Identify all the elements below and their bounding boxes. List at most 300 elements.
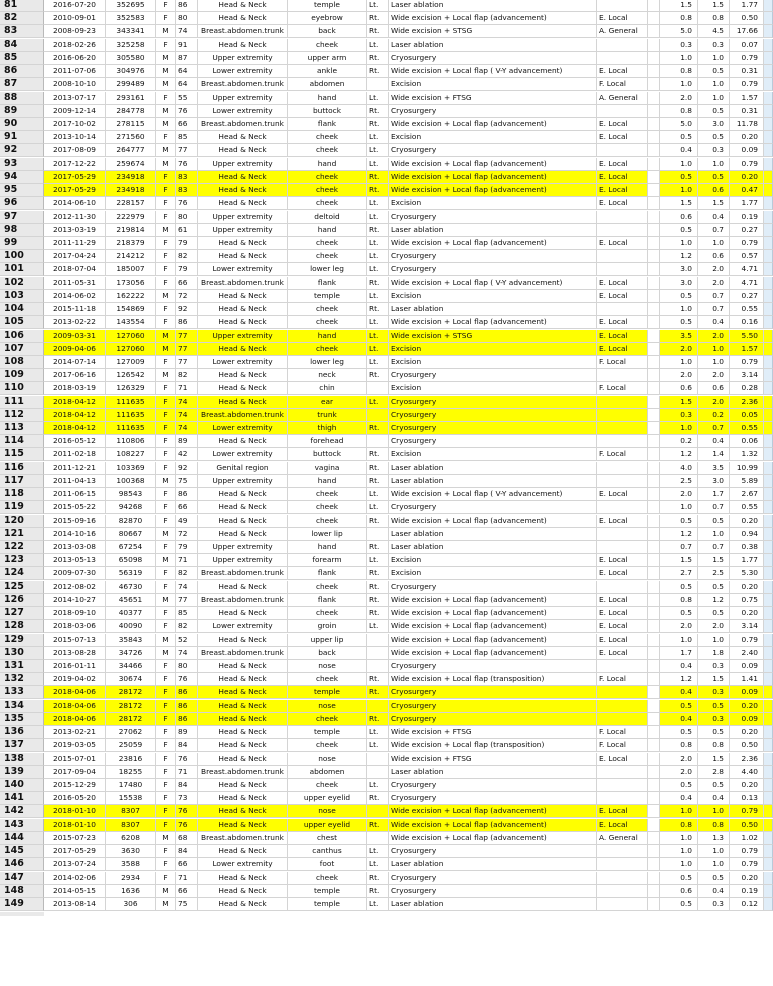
cell-anesthesia[interactable]: E. Local: [597, 118, 648, 131]
cell-patient-id[interactable]: 65098: [106, 554, 156, 567]
cell-empty[interactable]: [648, 39, 660, 52]
cell-age[interactable]: 82: [176, 567, 198, 580]
cell-width[interactable]: 1.0: [698, 78, 730, 91]
cell-empty[interactable]: [648, 713, 660, 726]
row-number[interactable]: 144: [0, 832, 44, 845]
cell-procedure[interactable]: Wide excision + Local flap (advancement): [389, 237, 597, 250]
cell-date[interactable]: 2014-07-14: [44, 356, 106, 369]
cell-sex[interactable]: M: [156, 144, 176, 157]
cell-area[interactable]: 0.55: [730, 422, 764, 435]
cell-side[interactable]: Lt.: [367, 330, 389, 343]
cell-procedure[interactable]: Wide excision + FTSG: [389, 753, 597, 766]
cell-width[interactable]: 1.0: [698, 92, 730, 105]
cell-site[interactable]: buttock: [288, 105, 367, 118]
cell-region[interactable]: Breast.abdomen.trunk: [198, 647, 288, 660]
cell-length[interactable]: 0.4: [660, 660, 698, 673]
cell-empty[interactable]: [764, 277, 773, 290]
cell-age[interactable]: 72: [176, 528, 198, 541]
table-row[interactable]: [0, 647, 773, 660]
cell-empty[interactable]: [764, 171, 773, 184]
cell-empty[interactable]: [648, 607, 660, 620]
cell-side[interactable]: Lt.: [367, 158, 389, 171]
cell-patient-id[interactable]: 28172: [106, 713, 156, 726]
cell-empty[interactable]: [648, 78, 660, 91]
table-row[interactable]: [0, 541, 773, 554]
cell-area[interactable]: 0.13: [730, 792, 764, 805]
cell-width[interactable]: 1.0: [698, 158, 730, 171]
row-number[interactable]: 86: [0, 65, 44, 78]
cell-side[interactable]: Lt.: [367, 620, 389, 633]
cell-side[interactable]: Lt.: [367, 316, 389, 329]
cell-width[interactable]: 0.3: [698, 686, 730, 699]
cell-anesthesia[interactable]: [597, 885, 648, 898]
cell-empty[interactable]: [764, 78, 773, 91]
cell-side[interactable]: Lt.: [367, 343, 389, 356]
cell-age[interactable]: 75: [176, 898, 198, 911]
cell-anesthesia[interactable]: E. Local: [597, 647, 648, 660]
cell-sex[interactable]: M: [156, 475, 176, 488]
cell-patient-id[interactable]: 234918: [106, 171, 156, 184]
cell-side[interactable]: Rt.: [367, 171, 389, 184]
cell-anesthesia[interactable]: F. Local: [597, 673, 648, 686]
cell-area[interactable]: 0.12: [730, 898, 764, 911]
cell-region[interactable]: Head & Neck: [198, 250, 288, 263]
cell-anesthesia[interactable]: [597, 686, 648, 699]
cell-sex[interactable]: F: [156, 462, 176, 475]
table-row[interactable]: [0, 0, 773, 12]
cell-sex[interactable]: F: [156, 660, 176, 673]
cell-region[interactable]: Head & Neck: [198, 396, 288, 409]
cell-area[interactable]: 1.77: [730, 197, 764, 210]
cell-area[interactable]: 0.55: [730, 501, 764, 514]
table-row[interactable]: [0, 197, 773, 210]
cell-sex[interactable]: F: [156, 303, 176, 316]
cell-side[interactable]: Rt.: [367, 607, 389, 620]
cell-empty[interactable]: [764, 475, 773, 488]
cell-width[interactable]: 0.5: [698, 581, 730, 594]
cell-empty[interactable]: [648, 158, 660, 171]
cell-sex[interactable]: F: [156, 766, 176, 779]
cell-date[interactable]: 2011-05-31: [44, 277, 106, 290]
cell-patient-id[interactable]: 8307: [106, 805, 156, 818]
table-row[interactable]: [0, 488, 773, 501]
cell-anesthesia[interactable]: [597, 766, 648, 779]
cell-age[interactable]: 76: [176, 753, 198, 766]
cell-region[interactable]: Head & Neck: [198, 713, 288, 726]
cell-site[interactable]: back: [288, 647, 367, 660]
cell-side[interactable]: Rt.: [367, 594, 389, 607]
cell-age[interactable]: 76: [176, 105, 198, 118]
row-number[interactable]: 120: [0, 515, 44, 528]
cell-length[interactable]: 0.2: [660, 435, 698, 448]
cell-length[interactable]: 1.0: [660, 356, 698, 369]
cell-sex[interactable]: F: [156, 316, 176, 329]
cell-region[interactable]: Lower extremity: [198, 858, 288, 871]
cell-length[interactable]: 0.4: [660, 144, 698, 157]
cell-site[interactable]: upper eyelid: [288, 792, 367, 805]
cell-width[interactable]: 3.0: [698, 475, 730, 488]
cell-width[interactable]: 2.8: [698, 766, 730, 779]
row-number[interactable]: 122: [0, 541, 44, 554]
cell-empty[interactable]: [764, 356, 773, 369]
cell-width[interactable]: 0.3: [698, 144, 730, 157]
cell-anesthesia[interactable]: F. Local: [597, 78, 648, 91]
cell-length[interactable]: 0.5: [660, 726, 698, 739]
cell-area[interactable]: 17.66: [730, 25, 764, 38]
cell-length[interactable]: 1.2: [660, 448, 698, 461]
cell-sex[interactable]: F: [156, 409, 176, 422]
cell-empty[interactable]: [764, 607, 773, 620]
cell-region[interactable]: Breast.abdomen.trunk: [198, 78, 288, 91]
cell-side[interactable]: Rt.: [367, 65, 389, 78]
table-row[interactable]: [0, 872, 773, 885]
cell-age[interactable]: 85: [176, 131, 198, 144]
row-number[interactable]: 118: [0, 488, 44, 501]
cell-area[interactable]: 11.78: [730, 118, 764, 131]
cell-site[interactable]: buttock: [288, 448, 367, 461]
cell-empty[interactable]: [648, 0, 660, 12]
cell-length[interactable]: 1.0: [660, 422, 698, 435]
cell-anesthesia[interactable]: A. General: [597, 832, 648, 845]
cell-date[interactable]: 2017-05-29: [44, 184, 106, 197]
cell-length[interactable]: 0.5: [660, 224, 698, 237]
cell-sex[interactable]: F: [156, 845, 176, 858]
table-row[interactable]: [0, 118, 773, 131]
cell-width[interactable]: 0.3: [698, 660, 730, 673]
cell-age[interactable]: 64: [176, 65, 198, 78]
cell-sex[interactable]: M: [156, 634, 176, 647]
row-number[interactable]: 107: [0, 343, 44, 356]
table-row[interactable]: [0, 448, 773, 461]
cell-age[interactable]: 85: [176, 607, 198, 620]
table-row[interactable]: [0, 131, 773, 144]
cell-area[interactable]: 0.79: [730, 237, 764, 250]
cell-width[interactable]: 0.6: [698, 382, 730, 395]
cell-site[interactable]: canthus: [288, 845, 367, 858]
table-row[interactable]: [0, 184, 773, 197]
cell-length[interactable]: 1.5: [660, 0, 698, 12]
cell-patient-id[interactable]: 278115: [106, 118, 156, 131]
table-row[interactable]: [0, 766, 773, 779]
cell-age[interactable]: 76: [176, 158, 198, 171]
cell-sex[interactable]: F: [156, 12, 176, 25]
table-row[interactable]: [0, 713, 773, 726]
cell-empty[interactable]: [648, 792, 660, 805]
cell-width[interactable]: 0.5: [698, 171, 730, 184]
cell-date[interactable]: 2015-07-13: [44, 634, 106, 647]
cell-empty[interactable]: [764, 435, 773, 448]
row-number[interactable]: 147: [0, 872, 44, 885]
cell-date[interactable]: 2012-11-30: [44, 211, 106, 224]
cell-length[interactable]: 1.0: [660, 501, 698, 514]
row-number[interactable]: 133: [0, 686, 44, 699]
table-row[interactable]: [0, 303, 773, 316]
cell-site[interactable]: cheek: [288, 316, 367, 329]
cell-procedure[interactable]: Wide excision + Local flap (advancement): [389, 316, 597, 329]
cell-date[interactable]: 2018-03-06: [44, 620, 106, 633]
cell-region[interactable]: Head & Neck: [198, 885, 288, 898]
cell-empty[interactable]: [648, 343, 660, 356]
cell-site[interactable]: cheek: [288, 171, 367, 184]
table-row[interactable]: [0, 805, 773, 818]
cell-length[interactable]: 1.0: [660, 634, 698, 647]
cell-site[interactable]: eyebrow: [288, 12, 367, 25]
cell-area[interactable]: 0.07: [730, 39, 764, 52]
cell-width[interactable]: 1.0: [698, 845, 730, 858]
cell-length[interactable]: 3.5: [660, 330, 698, 343]
cell-site[interactable]: cheek: [288, 237, 367, 250]
cell-empty[interactable]: [764, 303, 773, 316]
cell-age[interactable]: 79: [176, 237, 198, 250]
cell-empty[interactable]: [648, 766, 660, 779]
cell-site[interactable]: cheek: [288, 184, 367, 197]
cell-side[interactable]: [367, 832, 389, 845]
cell-side[interactable]: Lt.: [367, 739, 389, 752]
table-row[interactable]: [0, 382, 773, 395]
row-number[interactable]: 137: [0, 739, 44, 752]
cell-empty[interactable]: [648, 660, 660, 673]
cell-site[interactable]: cheek: [288, 607, 367, 620]
cell-empty[interactable]: [648, 435, 660, 448]
cell-side[interactable]: [367, 435, 389, 448]
cell-length[interactable]: 0.5: [660, 171, 698, 184]
cell-site[interactable]: temple: [288, 290, 367, 303]
row-number[interactable]: 117: [0, 475, 44, 488]
cell-width[interactable]: 0.4: [698, 792, 730, 805]
cell-empty[interactable]: [764, 250, 773, 263]
cell-anesthesia[interactable]: [597, 858, 648, 871]
cell-patient-id[interactable]: 40377: [106, 607, 156, 620]
cell-empty[interactable]: [764, 52, 773, 65]
cell-area[interactable]: 1.02: [730, 832, 764, 845]
cell-region[interactable]: Head & Neck: [198, 303, 288, 316]
cell-age[interactable]: 68: [176, 832, 198, 845]
cell-age[interactable]: 76: [176, 819, 198, 832]
cell-width[interactable]: 1.5: [698, 554, 730, 567]
cell-age[interactable]: 55: [176, 92, 198, 105]
cell-site[interactable]: cheek: [288, 343, 367, 356]
cell-length[interactable]: 2.0: [660, 766, 698, 779]
cell-date[interactable]: 2016-07-20: [44, 0, 106, 12]
cell-empty[interactable]: [764, 753, 773, 766]
cell-procedure[interactable]: Wide excision + Local flap (advancement): [389, 515, 597, 528]
cell-side[interactable]: [367, 634, 389, 647]
cell-width[interactable]: 0.7: [698, 541, 730, 554]
cell-date[interactable]: 2015-11-18: [44, 303, 106, 316]
cell-width[interactable]: 1.0: [698, 528, 730, 541]
cell-anesthesia[interactable]: [597, 475, 648, 488]
cell-anesthesia[interactable]: E. Local: [597, 131, 648, 144]
cell-region[interactable]: Head & Neck: [198, 131, 288, 144]
cell-anesthesia[interactable]: [597, 462, 648, 475]
cell-anesthesia[interactable]: [597, 872, 648, 885]
table-row[interactable]: [0, 898, 773, 911]
cell-empty[interactable]: [648, 224, 660, 237]
cell-anesthesia[interactable]: A. General: [597, 25, 648, 38]
cell-site[interactable]: hand: [288, 475, 367, 488]
cell-region[interactable]: Lower extremity: [198, 620, 288, 633]
cell-sex[interactable]: F: [156, 819, 176, 832]
row-number[interactable]: 138: [0, 753, 44, 766]
cell-sex[interactable]: M: [156, 647, 176, 660]
table-row[interactable]: [0, 369, 773, 382]
cell-region[interactable]: Head & Neck: [198, 369, 288, 382]
cell-sex[interactable]: F: [156, 184, 176, 197]
cell-empty[interactable]: [648, 634, 660, 647]
table-row[interactable]: [0, 528, 773, 541]
cell-patient-id[interactable]: 306: [106, 898, 156, 911]
cell-length[interactable]: 1.2: [660, 673, 698, 686]
cell-site[interactable]: nose: [288, 805, 367, 818]
cell-region[interactable]: Upper extremity: [198, 224, 288, 237]
cell-site[interactable]: ear: [288, 396, 367, 409]
cell-anesthesia[interactable]: [597, 144, 648, 157]
cell-age[interactable]: 80: [176, 211, 198, 224]
cell-empty[interactable]: [764, 39, 773, 52]
cell-patient-id[interactable]: 111635: [106, 422, 156, 435]
cell-anesthesia[interactable]: F. Local: [597, 726, 648, 739]
cell-side[interactable]: Rt.: [367, 52, 389, 65]
table-row[interactable]: [0, 65, 773, 78]
cell-region[interactable]: Lower extremity: [198, 356, 288, 369]
cell-side[interactable]: Lt.: [367, 250, 389, 263]
cell-procedure[interactable]: Excision: [389, 448, 597, 461]
cell-sex[interactable]: F: [156, 753, 176, 766]
cell-side[interactable]: Lt.: [367, 501, 389, 514]
cell-side[interactable]: Lt.: [367, 858, 389, 871]
cell-site[interactable]: abdomen: [288, 78, 367, 91]
cell-site[interactable]: groin: [288, 620, 367, 633]
cell-area[interactable]: 5.89: [730, 475, 764, 488]
cell-length[interactable]: 0.4: [660, 713, 698, 726]
cell-region[interactable]: Breast.abdomen.trunk: [198, 25, 288, 38]
cell-empty[interactable]: [648, 290, 660, 303]
cell-width[interactable]: 0.8: [698, 12, 730, 25]
cell-area[interactable]: 0.75: [730, 594, 764, 607]
cell-anesthesia[interactable]: [597, 263, 648, 276]
cell-region[interactable]: Head & Neck: [198, 700, 288, 713]
cell-anesthesia[interactable]: [597, 713, 648, 726]
cell-date[interactable]: 2017-12-22: [44, 158, 106, 171]
cell-width[interactable]: 0.8: [698, 819, 730, 832]
cell-empty[interactable]: [648, 316, 660, 329]
row-number[interactable]: 109: [0, 369, 44, 382]
cell-patient-id[interactable]: 352695: [106, 0, 156, 12]
cell-area[interactable]: 0.09: [730, 686, 764, 699]
cell-empty[interactable]: [648, 422, 660, 435]
row-number[interactable]: 106: [0, 330, 44, 343]
cell-age[interactable]: 76: [176, 673, 198, 686]
cell-procedure[interactable]: Cryosurgery: [389, 885, 597, 898]
cell-patient-id[interactable]: 8307: [106, 819, 156, 832]
cell-site[interactable]: lower leg: [288, 356, 367, 369]
cell-empty[interactable]: [648, 303, 660, 316]
cell-date[interactable]: 2015-07-01: [44, 753, 106, 766]
cell-age[interactable]: 74: [176, 581, 198, 594]
table-row[interactable]: [0, 224, 773, 237]
cell-patient-id[interactable]: 127060: [106, 330, 156, 343]
table-row[interactable]: [0, 105, 773, 118]
row-number[interactable]: 145: [0, 845, 44, 858]
cell-empty[interactable]: [764, 25, 773, 38]
cell-procedure[interactable]: Laser ablation: [389, 898, 597, 911]
row-number[interactable]: 101: [0, 263, 44, 276]
cell-length[interactable]: 1.0: [660, 845, 698, 858]
row-number[interactable]: 116: [0, 462, 44, 475]
cell-empty[interactable]: [648, 753, 660, 766]
cell-procedure[interactable]: Wide excision + Local flap (advancement): [389, 620, 597, 633]
cell-empty[interactable]: [648, 197, 660, 210]
cell-side[interactable]: [367, 660, 389, 673]
cell-anesthesia[interactable]: [597, 581, 648, 594]
cell-length[interactable]: 3.0: [660, 263, 698, 276]
cell-side[interactable]: Rt.: [367, 369, 389, 382]
cell-empty[interactable]: [764, 620, 773, 633]
cell-empty[interactable]: [648, 501, 660, 514]
cell-sex[interactable]: M: [156, 885, 176, 898]
cell-length[interactable]: 0.8: [660, 739, 698, 752]
cell-date[interactable]: 2013-07-24: [44, 858, 106, 871]
cell-region[interactable]: Head & Neck: [198, 805, 288, 818]
cell-side[interactable]: [367, 409, 389, 422]
row-number[interactable]: 104: [0, 303, 44, 316]
cell-patient-id[interactable]: 293161: [106, 92, 156, 105]
cell-site[interactable]: cheek: [288, 488, 367, 501]
cell-side[interactable]: [367, 78, 389, 91]
row-number[interactable]: 92: [0, 144, 44, 157]
cell-length[interactable]: 1.0: [660, 858, 698, 871]
cell-empty[interactable]: [764, 343, 773, 356]
cell-site[interactable]: hand: [288, 158, 367, 171]
cell-sex[interactable]: M: [156, 118, 176, 131]
cell-site[interactable]: vagina: [288, 462, 367, 475]
cell-width[interactable]: 0.6: [698, 250, 730, 263]
cell-procedure[interactable]: Laser ablation: [389, 303, 597, 316]
table-row[interactable]: [0, 52, 773, 65]
cell-age[interactable]: 83: [176, 171, 198, 184]
cell-region[interactable]: Head & Neck: [198, 39, 288, 52]
cell-site[interactable]: chin: [288, 382, 367, 395]
cell-width[interactable]: 2.5: [698, 567, 730, 580]
row-number[interactable]: 130: [0, 647, 44, 660]
cell-sex[interactable]: F: [156, 501, 176, 514]
cell-region[interactable]: Upper extremity: [198, 211, 288, 224]
cell-area[interactable]: 0.50: [730, 739, 764, 752]
cell-side[interactable]: Rt.: [367, 12, 389, 25]
cell-region[interactable]: Head & Neck: [198, 872, 288, 885]
cell-width[interactable]: 0.6: [698, 184, 730, 197]
cell-side[interactable]: Rt.: [367, 25, 389, 38]
cell-empty[interactable]: [764, 858, 773, 871]
cell-site[interactable]: nose: [288, 753, 367, 766]
cell-procedure[interactable]: Laser ablation: [389, 541, 597, 554]
cell-anesthesia[interactable]: E. Local: [597, 634, 648, 647]
cell-region[interactable]: Head & Neck: [198, 753, 288, 766]
cell-procedure[interactable]: Wide excision + Local flap (advancement): [389, 832, 597, 845]
cell-site[interactable]: temple: [288, 686, 367, 699]
cell-date[interactable]: 2014-02-06: [44, 872, 106, 885]
cell-sex[interactable]: M: [156, 52, 176, 65]
cell-length[interactable]: 0.6: [660, 885, 698, 898]
cell-age[interactable]: 52: [176, 634, 198, 647]
cell-area[interactable]: 0.27: [730, 290, 764, 303]
cell-sex[interactable]: F: [156, 872, 176, 885]
cell-area[interactable]: 0.79: [730, 158, 764, 171]
cell-length[interactable]: 5.0: [660, 118, 698, 131]
cell-side[interactable]: Lt.: [367, 131, 389, 144]
table-row[interactable]: [0, 819, 773, 832]
cell-area[interactable]: 0.09: [730, 660, 764, 673]
